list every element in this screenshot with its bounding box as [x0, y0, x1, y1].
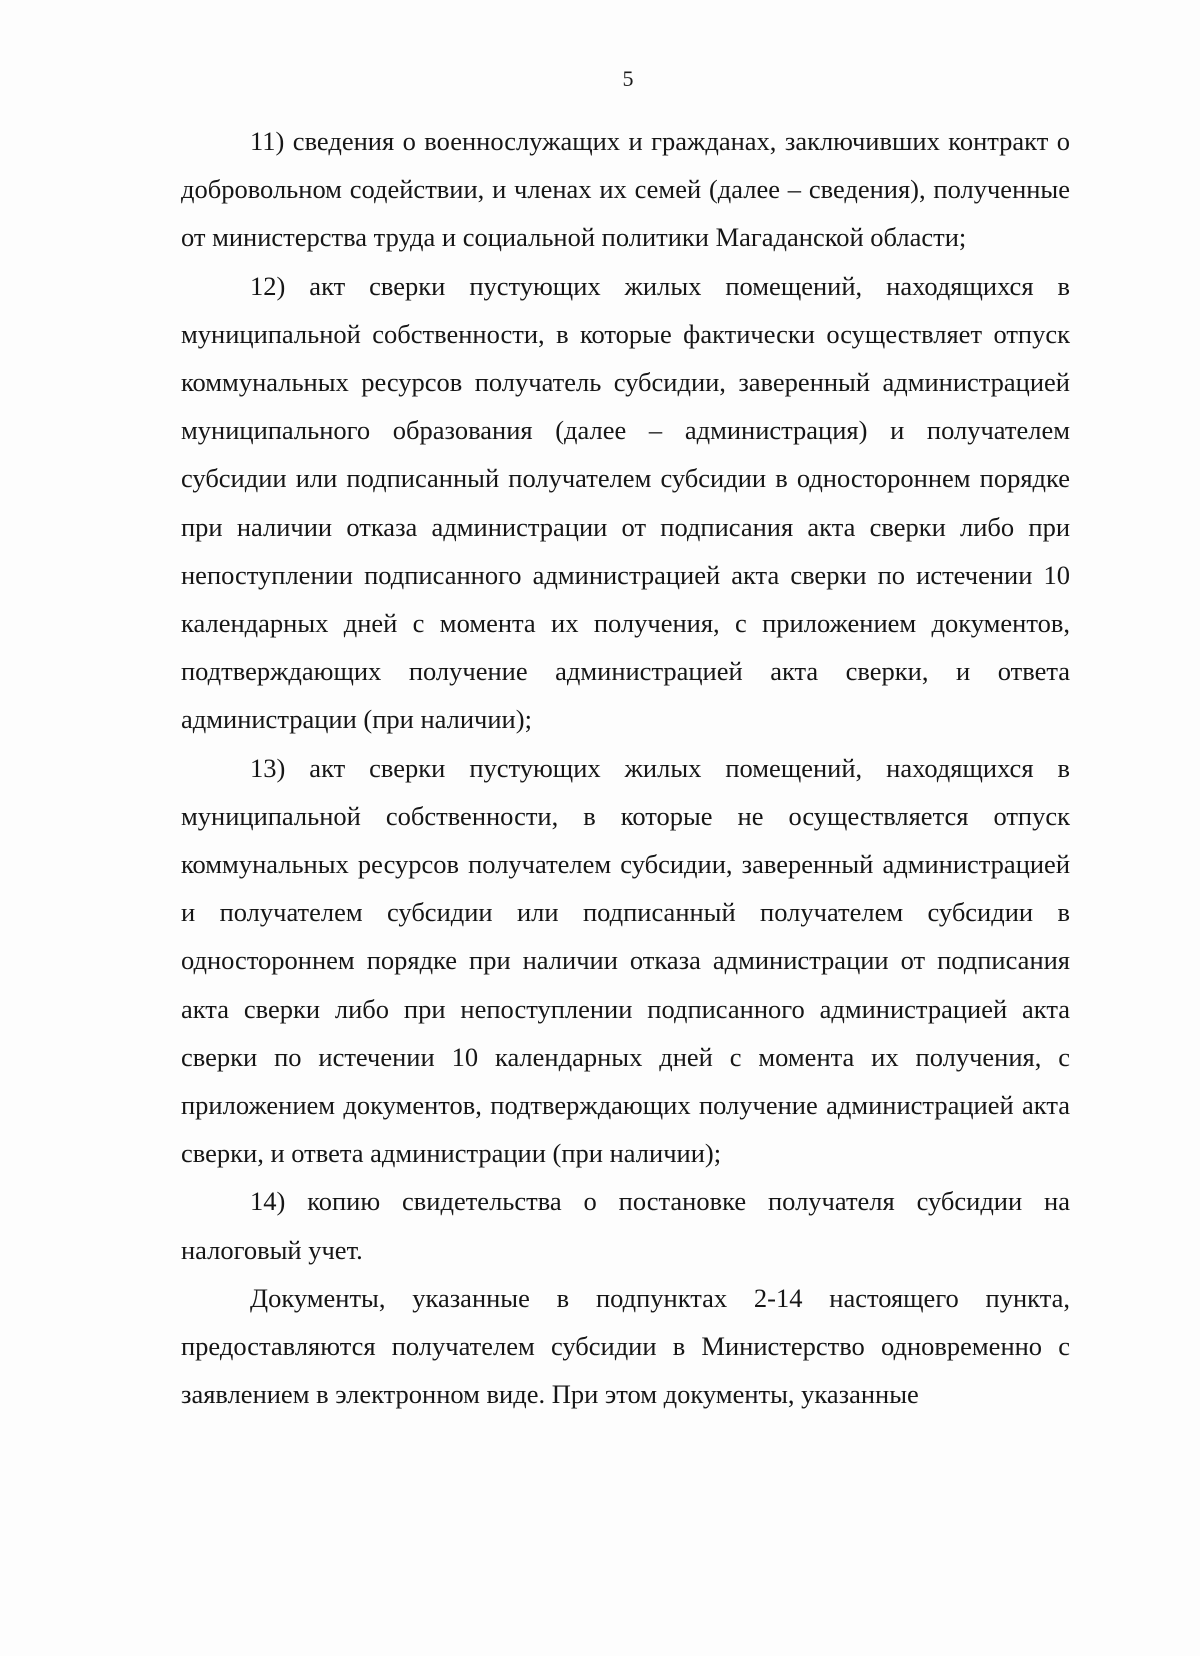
page-number: 5 [622, 66, 634, 91]
paragraph-item-11: 11) сведения о военнослужащих и гражданах, заключивших контракт о добровольном содействии, и членах их семей (далее – сведения), полученные от министерства труда и социальной политики Магаданской области; [181, 126, 1070, 253]
paragraph-item-12: 12) акт сверки пустующих жилых помещений, находящихся в муниципальной собственности, в которые фактически осуществляет отпуск коммунальных ресурсов получатель субсидии, заверенный администрацией муниципального образования (далее – администрация) и получателем субсидии или подписанный получателем субсидии в одностороннем порядке при наличии отказа администрации от подписания акта сверки либо при непоступлении подписанного администрацией акта сверки по истечении 10 календарных дней с момента их получения, с приложением документов, подтверждающих получение администрацией акта сверки, и ответа администрации (при наличии); [181, 270, 1070, 735]
paragraph-item-13: 13) акт сверки пустующих жилых помещений, находящихся в муниципальной собственности, в которые не осуществляется отпуск коммунальных ресурсов получателем субсидии, заверенный администрацией и получателем субсидии или подписанный получателем субсидии в одностороннем порядке при наличии отказа администрации от подписания акта сверки либо при непоступлении подписанного администрацией акта сверки по истечении 10 календарных дней с момента их получения, с приложением документов, подтверждающих получение администрацией акта сверки, и ответа администрации (при наличии); [181, 752, 1070, 1169]
document-body [181, 117, 1070, 1418]
paragraph-documents-note: Документы, указанные в подпунктах 2-14 настоящего пункта, предоставляются получателем субсидии в Министерство одновременно с заявлением в электронном виде. При этом документы, указанные [181, 1282, 1070, 1410]
paragraph-item-14: 14) копию свидетельства о постановке получателя субсидии на налоговый учет. [181, 1186, 1070, 1265]
